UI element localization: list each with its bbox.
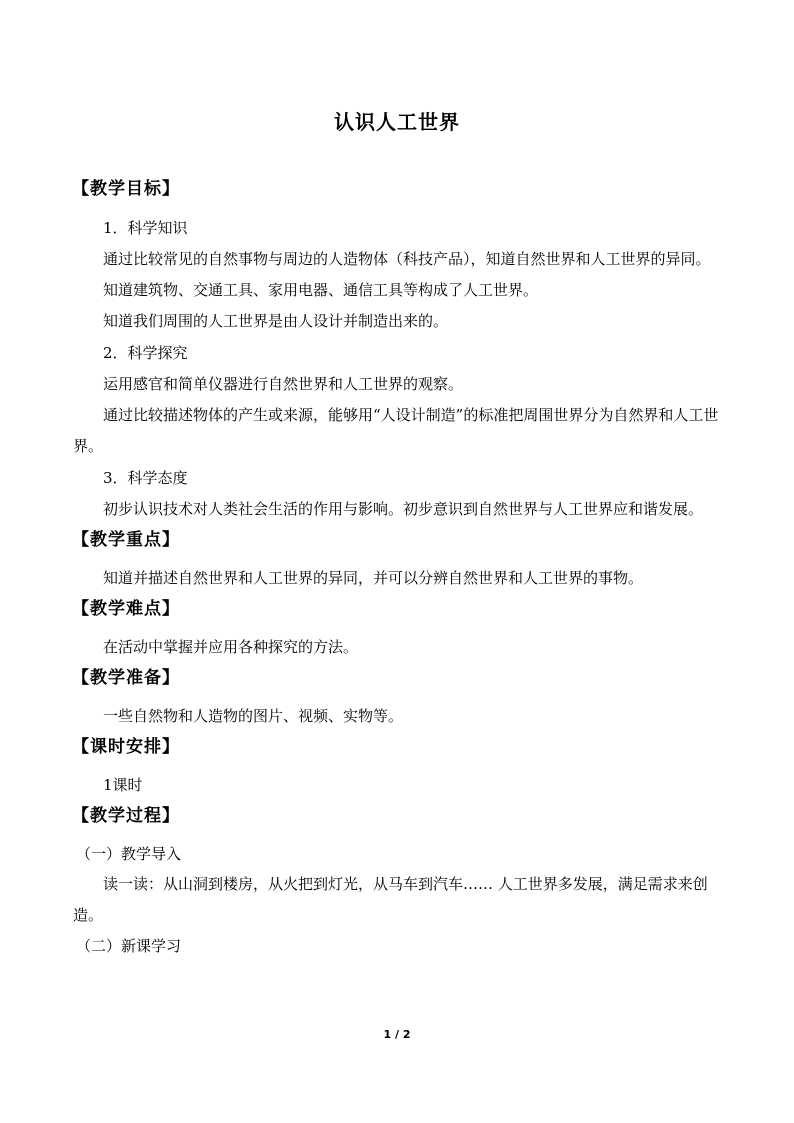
knowledge-paragraph-1: 通过比较常见的自然事物与周边的人造物体（科技产品），知道自然世界和人工世界的异同。 [103,250,711,268]
inquiry-paragraph-1: 运用感官和简单仪器进行自然世界和人工世界的观察。 [103,375,464,393]
document-body [73,174,733,961]
preparation-heading: 【教学准备】 [72,668,180,688]
page-number: 1 / 2 [383,1028,411,1041]
page-title: 认识人工世界 [334,110,460,134]
attitude-paragraph-1: 初步认识技术对人类社会生活的作用与影响。初步意识到自然世界与人工世界应和谐发展。 [103,500,704,518]
schedule-heading: 【课时安排】 [72,737,180,757]
knowledge-subtitle: 1．科学知识 [103,219,188,237]
process-heading: 【教学过程】 [72,806,180,826]
difficulties-paragraph: 在活动中掌握并应用各种探究的方法。 [103,638,359,656]
process-step-2: （二）新课学习 [76,937,182,955]
inquiry-subtitle: 2．科学探究 [103,344,188,362]
process-step-1-paragraph: 读一读：从山洞到楼房，从火把到灯光，从马车到汽车…… 人工世界多发展，满足需求来创造。 [73,875,708,924]
attitude-subtitle: 3．科学态度 [103,469,188,487]
difficulties-heading: 【教学难点】 [72,599,180,619]
preparation-paragraph: 一些自然物和人造物的图片、视频、实物等。 [103,707,404,725]
schedule-paragraph: 1课时 [103,776,143,794]
key-points-heading: 【教学重点】 [72,530,180,550]
key-points-paragraph: 知道并描述自然世界和人工世界的异同，并可以分辨自然世界和人工世界的事物。 [103,569,644,587]
objectives-heading: 【教学目标】 [72,179,180,199]
inquiry-paragraph-2: 通过比较描述物体的产生或来源，能够用“人设计制造”的标准把周围世界分为自然界和人工世界。 [73,406,719,455]
knowledge-paragraph-2: 知道建筑物、交通工具、家用电器、通信工具等构成了人工世界。 [103,281,539,299]
knowledge-paragraph-3: 知道我们周围的人工世界是由人设计并制造出来的。 [103,312,449,330]
process-step-1: （一）教学导入 [76,845,182,863]
